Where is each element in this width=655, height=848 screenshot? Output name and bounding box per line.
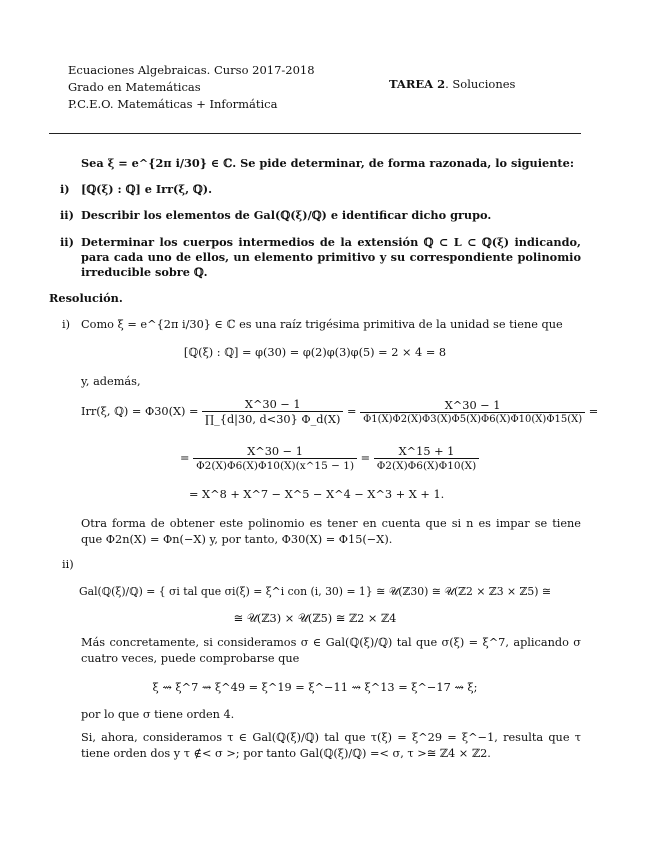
part-label: i) <box>62 318 71 331</box>
part-i-intro: Como ξ = e^{2π i/30} ∈ ℂ es una raíz trigésima primitiva de la unidad se tiene que <box>81 318 563 331</box>
fraction-denominator: ∏_{d|30, d<30} Φ_d(X) <box>202 411 343 426</box>
sigma-definition: Más concretamente, si consideramos σ ∈ Gal(ℚ(ξ)/ℚ) tal que σ(ξ) = ξ^7, aplicando σ cuatro veces, puede comprobarse que <box>81 636 581 665</box>
fraction-numerator: X^15 + 1 <box>398 445 455 458</box>
part-label: ii) <box>62 558 74 571</box>
irr-lhs: Irr(ξ, ℚ) = Φ30(X) = <box>81 405 199 418</box>
fraction-denominator: Φ1(X)Φ2(X)Φ3(X)Φ5(X)Φ6(X)Φ10(X)Φ15(X) <box>360 412 585 425</box>
galois-group-line2: ≅ 𝒰(ℤ3) × 𝒰(ℤ5) ≅ ℤ2 × ℤ4 <box>233 612 397 625</box>
resolution-heading: Resolución. <box>49 291 123 305</box>
fraction-numerator: X^30 − 1 <box>247 445 303 458</box>
fraction-numerator: X^30 − 1 <box>244 398 301 411</box>
galois-group-line1: Gal(ℚ(ξ)/ℚ) = { σi tal que σi(ξ) = ξ^i con (i, 30) = 1} ≅ 𝒰(ℤ30) ≅ 𝒰(ℤ2 × ℤ3 × ℤ5) ≅ <box>79 585 551 598</box>
course-title: Ecuaciones Algebraicas. Curso 2017-2018 <box>68 63 315 77</box>
fraction-numerator: X^30 − 1 <box>444 399 501 412</box>
problem-item-label: ii) <box>60 235 74 249</box>
sigma-order: por lo que σ tiene orden 4. <box>81 708 235 721</box>
problem-item-label: i) <box>60 182 70 196</box>
problem-item-1: [ℚ(ξ) : ℚ] e Irr(ξ, ℚ). <box>81 182 213 196</box>
irr-equation-line2: = $\frac{X\^{}30 - 1}{\Phi 2(X)\Phi 6(X)\Phi 10(X)(x\^{}15 - 1)}$ = $\frac{X\^{}15 + 1}{\Phi 2(X)\Phi 6(X)\Phi 10(X)}$ <box>180 445 479 472</box>
fraction <box>193 445 357 472</box>
fraction-denominator: Φ2(X)Φ6(X)Φ10(X) <box>374 458 480 472</box>
ademas-text: y, además, <box>81 375 141 388</box>
irr-equation-line1: Irr(ξ, ℚ) = Φ30(X) = $\frac{X\^{}30 - 1}{\prod\_\{d|30, d<30\} \Phi\_d(X)}$ = $\frac{X\^{}30 - 1}{\Phi 1(X)\Phi 2(X)\Phi 3(X)\Phi 5(X)\Phi 6(X)\Phi 10(X)\Phi 15(X)}$ = <box>81 398 599 426</box>
cyclotomic-polynomial: = X^8 + X^7 − X^5 − X^4 − X^3 + X + 1. <box>189 488 445 501</box>
program-name: P.C.E.O. Matemáticas + Informática <box>68 97 278 111</box>
sigma-orbit: ξ ⇝ ξ^7 ⇝ ξ^49 = ξ^19 = ξ^−11 ⇝ ξ^13 = ξ^−17 ⇝ ξ; <box>152 681 478 694</box>
problem-item-label: ii) <box>60 208 74 222</box>
assignment-title: TAREA 2. Soluciones <box>389 77 516 91</box>
problem-intro: Sea ξ = e^{2π i/30} ∈ ℂ. Se pide determinar, de forma razonada, lo siguiente: <box>81 156 574 170</box>
problem-item-2: Describir los elementos de Gal(ℚ(ξ)/ℚ) e identificar dicho grupo. <box>81 208 492 222</box>
degree-equation: [ℚ(ξ) : ℚ] = φ(30) = φ(2)φ(3)φ(5) = 2 × 4 = 8 <box>183 346 447 359</box>
fraction <box>202 398 343 426</box>
header-divider <box>49 133 581 134</box>
tau-definition: Si, ahora, consideramos τ ∈ Gal(ℚ(ξ)/ℚ) tal que τ(ξ) = ξ^29 = ξ^−1, resulta que τ tiene orden dos y τ ∉< σ >; por tanto Gal(ℚ(ξ)/ℚ) =< σ, τ >≅ ℤ4 × ℤ2. <box>81 731 581 760</box>
fraction-denominator: Φ2(X)Φ6(X)Φ10(X)(x^15 − 1) <box>193 458 357 472</box>
alternative-method: Otra forma de obtener este polinomio es tener en cuenta que si n es impar se tiene que Φ2n(X) = Φn(−X) y, por tanto, Φ30(X) = Φ15(−X). <box>81 517 581 546</box>
problem-item-3: Determinar los cuerpos intermedios de la extensión ℚ ⊂ L ⊂ ℚ(ξ) indicando, para cada uno de ellos, un elemento primitivo y su correspondiente polinomio irreducible sobre ℚ. <box>81 235 581 279</box>
degree-name: Grado en Matemáticas <box>68 80 201 94</box>
fraction <box>360 399 585 425</box>
fraction <box>374 445 480 472</box>
